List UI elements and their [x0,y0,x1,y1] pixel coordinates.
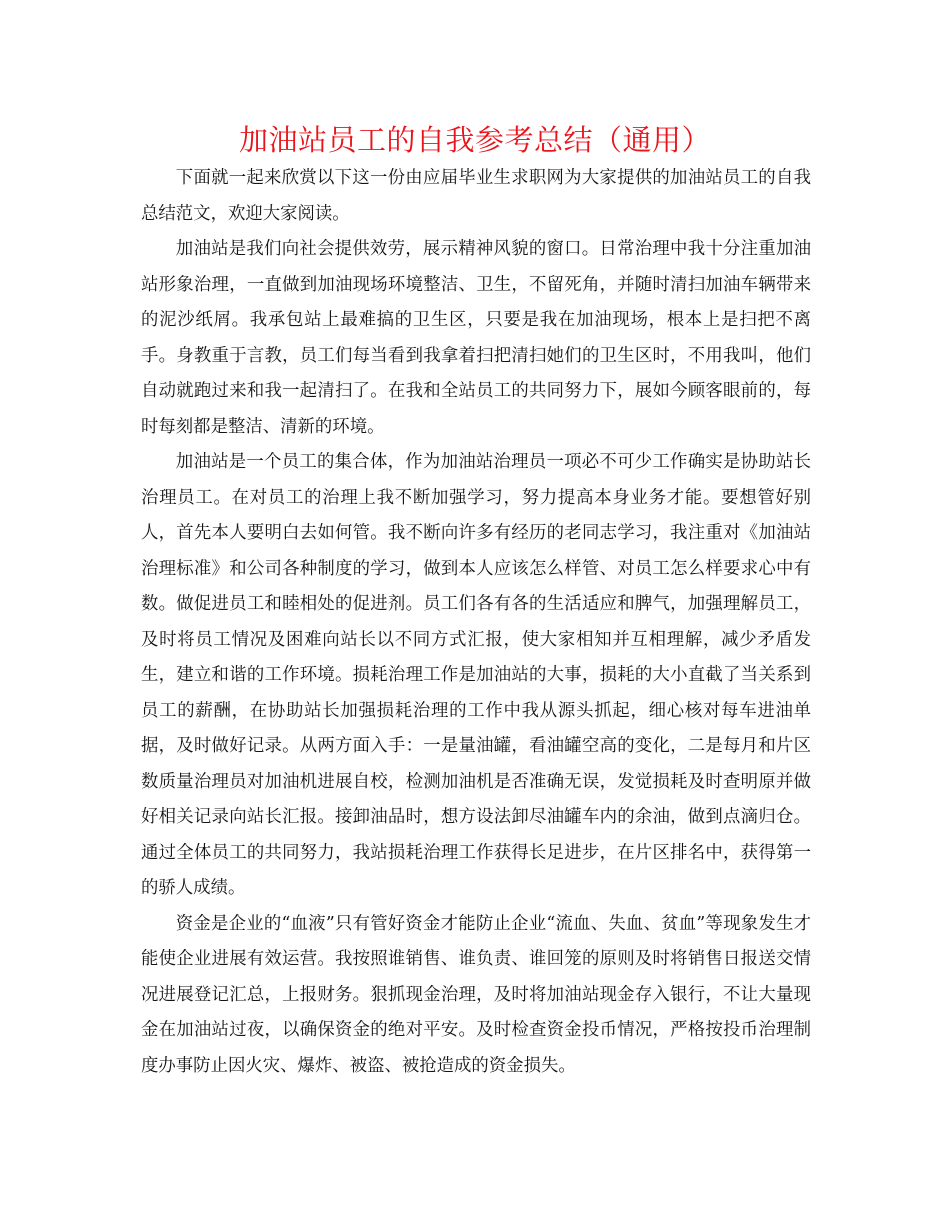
paragraph-funds-management: 资金是企业的“血液”只有管好资金才能防止企业“流血、失血、贫血”等现象发生才能使企业进展有效运营。我按照谁销售、谁负责、谁回笼的原则及时将销售日报送交情况进展登记汇总，上报财务。狠抓现金治理，及时将加油站现金存入银行，不让大量现金在加油站过夜，以确保资金的绝对平安。及时检查资金投币情况，严格按投币治理制度办事防止因火灾、爆炸、被盗、被抢造成的资金损失。 [141,913,811,1076]
document-body [141,161,811,1084]
document-title: 加油站员工的自我参考总结（通用） [238,123,711,157]
paragraph-intro: 下面就一起来欣赏以下这一份由应届毕业生求职网为大家提供的加油站员工的自我总结范文，欢迎大家阅读。 [141,168,811,224]
paragraph-staff-management: 加油站是一个员工的集合体，作为加油站治理员一项必不可少工作确实是协助站长治理员工。在对员工的治理上我不断加强学习，努力提高本身业务才能。要想管好别人，首先本人要明白去如何管。我不断向许多有经历的老同志学习，我注重对《加油站治理标准》和公司各种制度的学习，做到本人应该怎么样管、对员工怎么样要求心中有数。做促进员工和睦相处的促进剂。员工们各有各的生活适应和脾气，加强理解员工，及时将员工情况及困难向站长以不同方式汇报，使大家相知并互相理解，减少矛盾发生，建立和谐的工作环境。损耗治理工作是加油站的大事，损耗的大小直截了当关系到员工的薪酬，在协助站长加强损耗治理的工作中我从源头抓起，细心核对每车进油单据，及时做好记录。从两方面入手：一是量油罐，看油罐空高的变化，二是每月和片区数质量治理员对加油机进展自校，检测加油机是否准确无误，发觉损耗及时查明原并做好相关记录向站长汇报。接卸油品时，想方设法卸尽油罐车内的余油，做到点滴归仓。通过全体员工的共同努力，我站损耗治理工作获得长足进步，在片区排名中，获得第一的骄人成绩。 [141,452,811,898]
paragraph-station-image: 加油站是我们向社会提供效劳，展示精神风貌的窗口。日常治理中我十分注重加油站形象治理，一直做到加油现场环境整洁、卫生，不留死角，并随时清扫加油车辆带来的泥沙纸屑。我承包站上最难搞的卫生区，只要是我在加油现场，根本上是扫把不离手。身教重于言教，员工们每当看到我拿着扫把清扫她们的卫生区时，不用我叫，他们自动就跑过来和我一起清扫了。在我和全站员工的共同努力下，展如今顾客眼前的，每时每刻都是整洁、清新的环境。 [141,239,811,437]
